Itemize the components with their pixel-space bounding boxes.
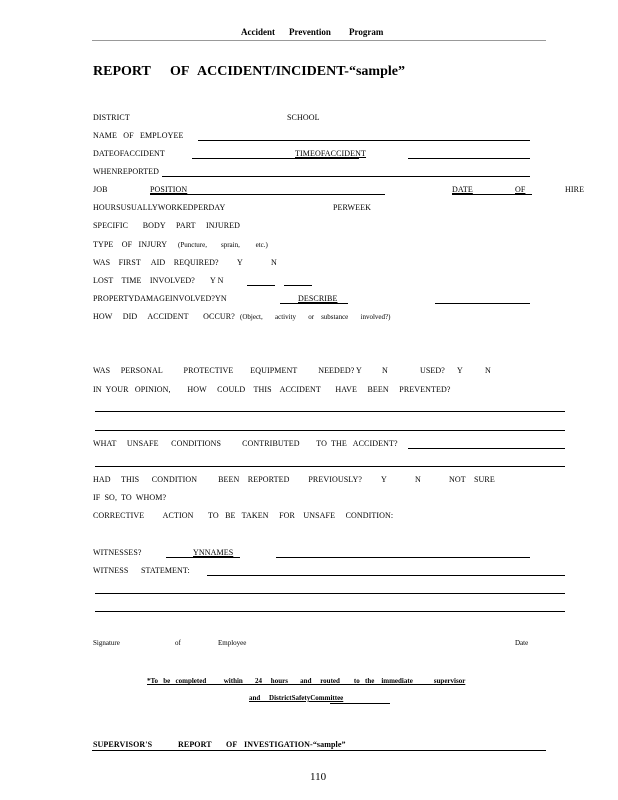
name-employee-label: NAME OF EMPLOYEE bbox=[93, 131, 184, 140]
when-reported-field[interactable] bbox=[162, 176, 530, 177]
title-report: REPORT bbox=[93, 64, 151, 79]
opinion-field-2[interactable] bbox=[95, 430, 565, 431]
hire-date-field[interactable] bbox=[452, 194, 532, 195]
signature-of-label: of bbox=[175, 639, 181, 647]
ppe-label: WAS PERSONAL PROTECTIVE EQUIPMENT NEEDED? bbox=[93, 366, 355, 375]
school-label: SCHOOL bbox=[287, 113, 320, 122]
district-label: DISTRICT bbox=[93, 113, 130, 122]
time-accident-label: TIMEOFACCIDENT bbox=[295, 149, 367, 158]
witness-statement-field-3[interactable] bbox=[95, 611, 565, 612]
opinion-label: IN YOUR OPINION, HOW COULD THIS ACCIDENT HAVE BEEN PREVENTED? bbox=[93, 385, 451, 394]
unsafe-conditions-label: WHAT UNSAFE CONDITIONS CONTRIBUTED TO THE ACCIDENT? bbox=[93, 439, 398, 448]
header-word-prevention: Prevention bbox=[289, 27, 331, 37]
ppe-no[interactable]: N bbox=[382, 366, 388, 375]
header-word-accident: Accident bbox=[241, 27, 275, 37]
signature-label: Signature bbox=[93, 639, 120, 647]
routing-note-underline bbox=[330, 703, 390, 704]
opinion-field-1[interactable] bbox=[95, 411, 565, 412]
signature-employee-label: Employee bbox=[218, 639, 247, 647]
time-accident-field[interactable] bbox=[408, 158, 530, 159]
if-so-whom-label: IF SO, TO WHOM? bbox=[93, 493, 167, 502]
witness-statement-label: WITNESS STATEMENT: bbox=[93, 566, 190, 575]
title-accident-incident: ACCIDENT/INCIDENT-“sample” bbox=[197, 64, 405, 79]
describe-label: DESCRIBE bbox=[298, 294, 338, 303]
page-number: 110 bbox=[310, 771, 327, 783]
title-of: OF bbox=[170, 64, 190, 79]
hire-label: HIRE bbox=[565, 185, 585, 194]
unsafe-conditions-field-2[interactable] bbox=[95, 466, 565, 467]
position-field[interactable] bbox=[150, 194, 385, 195]
date-accident-label: DATEOFACCIDENT bbox=[93, 149, 165, 158]
property-damage-label: PROPERTYDAMAGEINVOLVED?YN bbox=[93, 294, 227, 303]
witness-names-field[interactable] bbox=[276, 557, 530, 558]
supervisor-rule bbox=[92, 750, 546, 751]
per-week-label: PERWEEK bbox=[333, 203, 372, 212]
routing-note-line2: and DistrictSafetyCommittee bbox=[249, 694, 344, 702]
first-aid-yes[interactable]: Y bbox=[237, 258, 243, 267]
body-part-label: SPECIFIC BODY PART INJURED bbox=[93, 221, 241, 230]
header-word-program: Program bbox=[349, 27, 384, 37]
lost-time-label: LOST TIME INVOLVED? bbox=[93, 276, 195, 285]
routing-note-line1: *To be completed within 24 hours and routed to the immediate supervisor bbox=[147, 677, 466, 685]
witness-statement-field-2[interactable] bbox=[95, 593, 565, 594]
lost-time-field-2[interactable] bbox=[284, 285, 312, 286]
lost-time-field-1[interactable] bbox=[247, 285, 275, 286]
reported-previously-label: HAD THIS CONDITION BEEN REPORTED PREVIOUSLY? bbox=[93, 475, 362, 484]
how-occur-label: HOW DID ACCIDENT OCCUR? bbox=[93, 312, 235, 321]
date-label: DATE bbox=[452, 185, 473, 194]
reported-no[interactable]: N bbox=[415, 475, 421, 484]
type-injury-label: TYPE OF INJURY bbox=[93, 240, 168, 249]
signature-date-label: Date bbox=[515, 639, 529, 647]
job-label: JOB bbox=[93, 185, 108, 194]
supervisor-label: SUPERVISOR'S bbox=[93, 740, 153, 749]
supervisor-investigation: INVESTIGATION-“sample” bbox=[244, 740, 346, 749]
witnesses-yn-names[interactable]: YNNAMES bbox=[193, 548, 234, 557]
corrective-action-label: CORRECTIVE ACTION TO BE TAKEN FOR UNSAFE CONDITION: bbox=[93, 511, 394, 520]
ppe-yes[interactable]: Y bbox=[356, 366, 362, 375]
first-aid-no[interactable]: N bbox=[271, 258, 277, 267]
witnesses-yn-field[interactable] bbox=[166, 557, 240, 558]
describe-field-1[interactable] bbox=[280, 303, 348, 304]
reported-yes[interactable]: Y bbox=[381, 475, 387, 484]
name-employee-field[interactable] bbox=[198, 140, 530, 141]
supervisor-of: OF bbox=[226, 740, 238, 749]
lost-time-yn[interactable]: Y N bbox=[210, 276, 224, 285]
used-yes[interactable]: Y bbox=[457, 366, 463, 375]
used-label: USED? bbox=[420, 366, 445, 375]
position-label: POSITION bbox=[150, 185, 188, 194]
when-reported-label: WHENREPORTED bbox=[93, 167, 160, 176]
first-aid-label: WAS FIRST AID REQUIRED? bbox=[93, 258, 219, 267]
witness-statement-field-1[interactable] bbox=[207, 575, 565, 576]
date-accident-field[interactable] bbox=[192, 158, 359, 159]
reported-not-sure[interactable]: NOT SURE bbox=[449, 475, 495, 484]
type-injury-hint: (Puncture, sprain, etc.) bbox=[178, 241, 268, 249]
unsafe-conditions-field-1[interactable] bbox=[408, 448, 565, 449]
witnesses-label: WITNESSES? bbox=[93, 548, 142, 557]
how-occur-hint: (Object, activity or substance involved?) bbox=[240, 313, 391, 321]
used-no[interactable]: N bbox=[485, 366, 491, 375]
hours-per-day-label: HOURSUSUALLYWORKEDPERDAY bbox=[93, 203, 226, 212]
of-label: OF bbox=[515, 185, 526, 194]
header-rule bbox=[92, 40, 546, 41]
describe-field-2[interactable] bbox=[435, 303, 530, 304]
supervisor-report: REPORT bbox=[178, 740, 212, 749]
